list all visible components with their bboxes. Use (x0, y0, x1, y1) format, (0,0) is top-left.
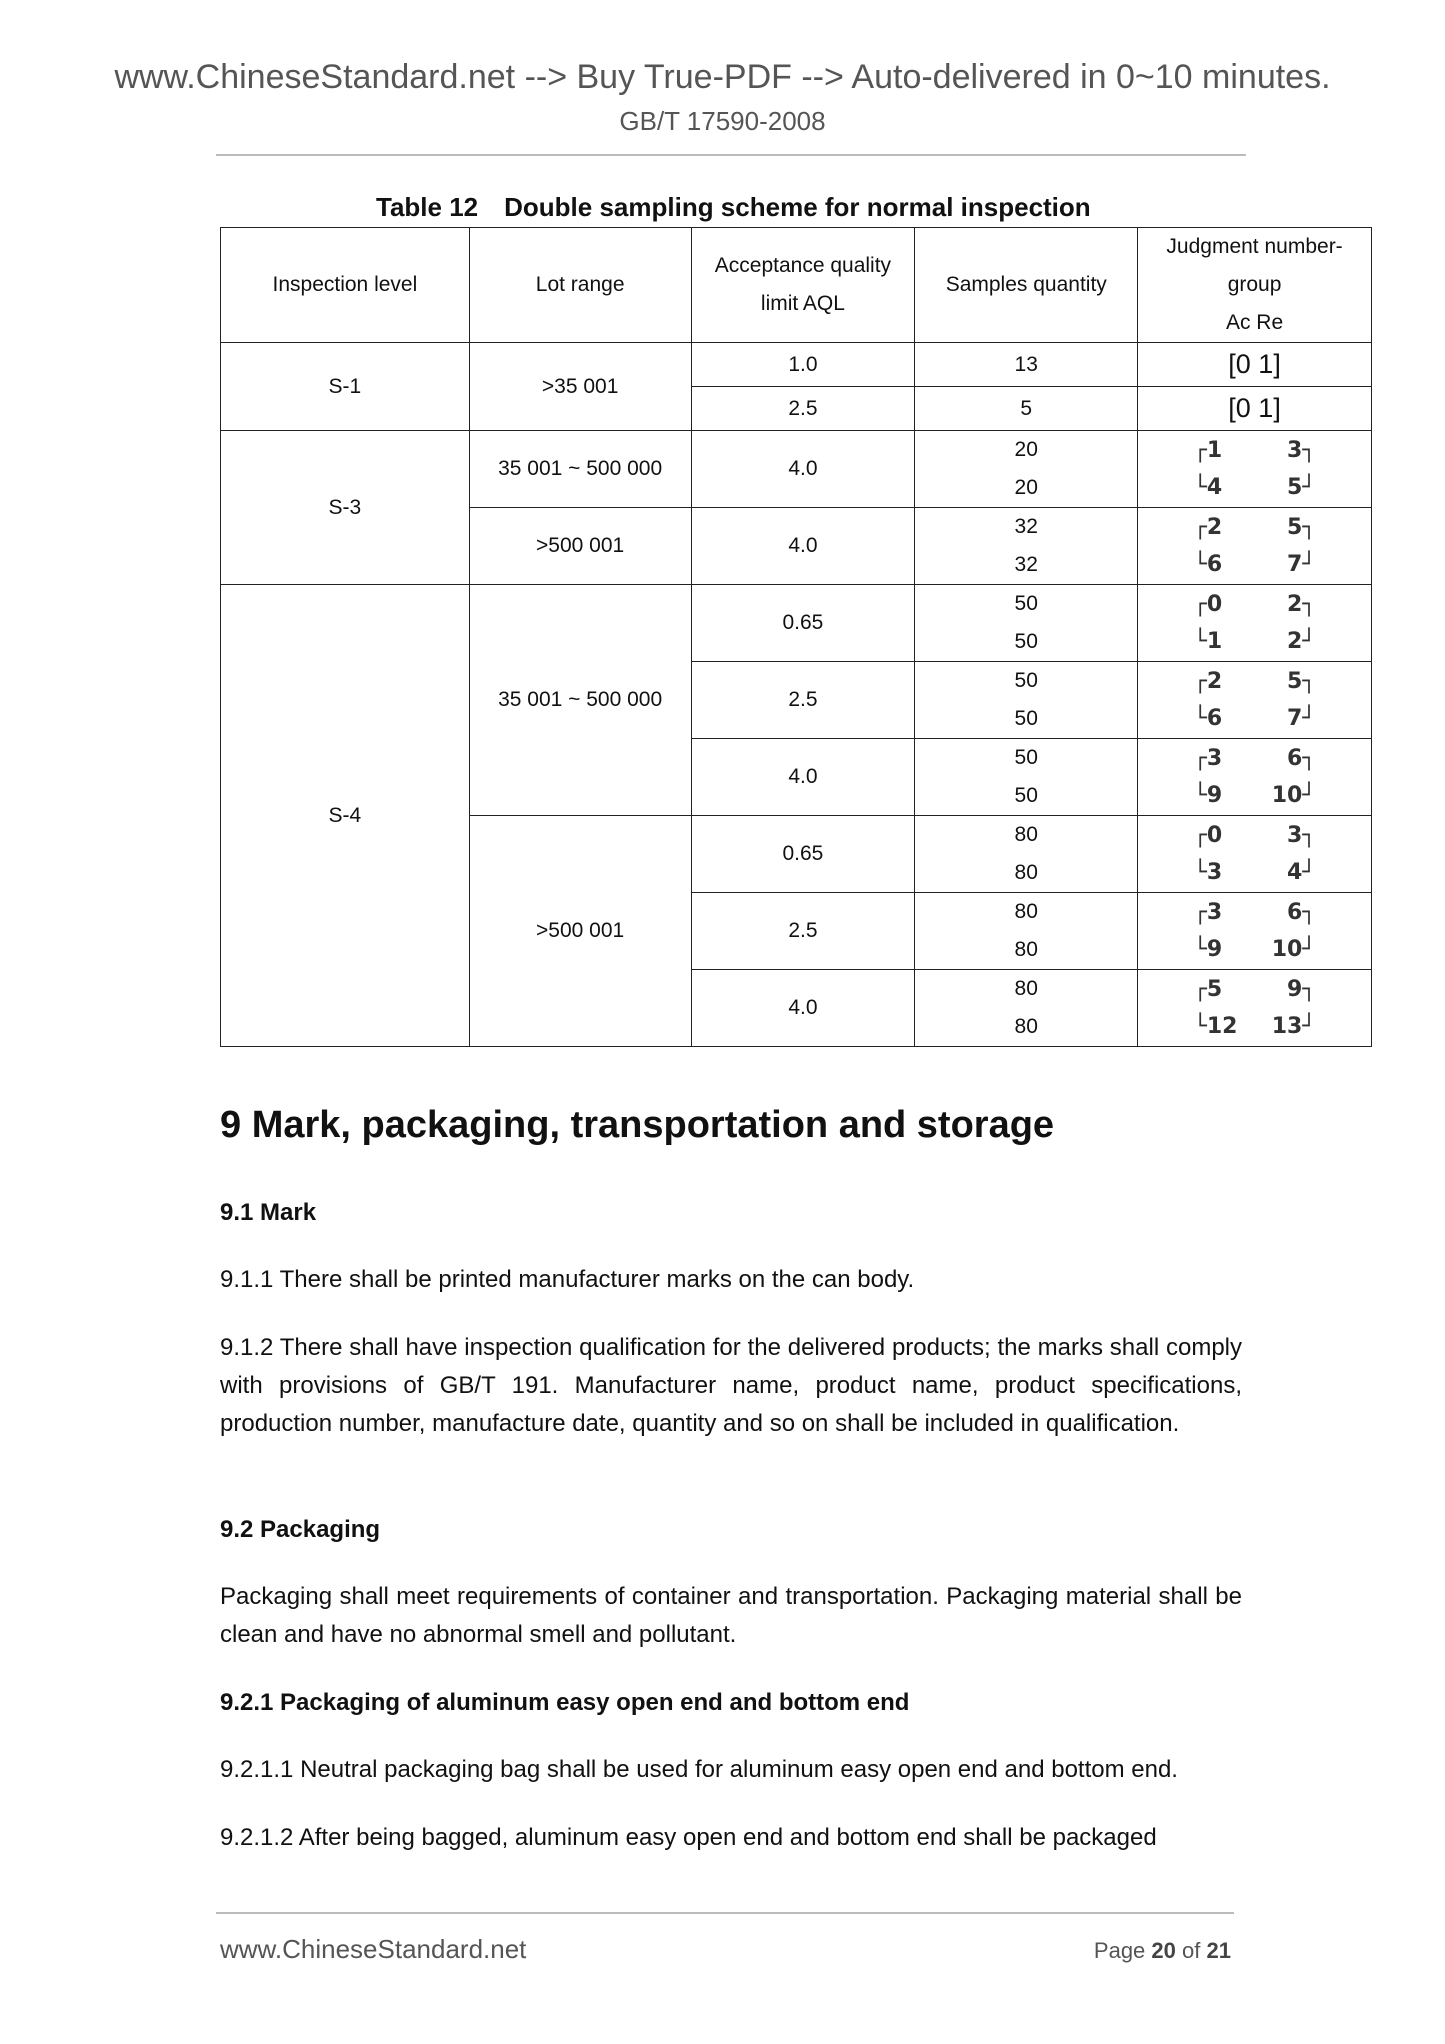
table-header-row (221, 228, 1372, 343)
judgment-cell: ┌0 3┐ └3 4┘ (1138, 816, 1372, 893)
header-divider (216, 154, 1246, 156)
col-aql: Acceptance quality limit AQL (691, 228, 915, 343)
judgment-cell: [0 1] (1138, 343, 1372, 387)
samples-cell: 50 50 (915, 739, 1138, 816)
paragraph-9-1-2: 9.1.2 There shall have inspection qualification for the delivered products; the marks shall comply with provisions of GB/T 191. Manufacturer name, product name, product specifications, production number, manufacture date, quantity and so on shall be included in qualification. (220, 1334, 1242, 1437)
level-cell: S-4 (221, 585, 470, 1047)
paragraph-9-2: Packaging shall meet requirements of container and transportation. Packaging material shall be clean and have no abnormal smell and pollutant. (220, 1583, 1242, 1648)
page-number: Page 20 of 21 (1093, 1938, 1231, 1963)
paragraph-9-1-1: 9.1.1 There shall be printed manufacturer marks on the can body. (220, 1266, 915, 1293)
samples-cell: 20 20 (915, 431, 1138, 508)
paragraph-9-2-1-2: 9.2.1.2 After being bagged, aluminum easy open end and bottom end shall be packaged (220, 1824, 1157, 1851)
judgment-cell: [0 1] (1138, 387, 1372, 431)
lot-cell: >500 001 (469, 816, 691, 1047)
aql-cell: 4.0 (691, 508, 915, 585)
judgment-cell: ┌5 9┐ └12 13┘ (1138, 970, 1372, 1047)
aql-cell: 1.0 (691, 343, 915, 387)
aql-cell: 2.5 (691, 387, 915, 431)
standard-number: GB/T 17590-2008 (619, 106, 826, 136)
aql-cell: 0.65 (691, 585, 915, 662)
judgment-cell: ┌2 5┐ └6 7┘ (1138, 508, 1372, 585)
footer-divider (216, 1912, 1234, 1914)
subsection-heading-9-2-1: 9.2.1 Packaging of aluminum easy open end and bottom end (220, 1689, 910, 1716)
subsection-heading-packaging: 9.2 Packaging (220, 1516, 381, 1543)
table-caption-title: Double sampling scheme for normal inspection (504, 192, 1091, 222)
table-row (221, 585, 1372, 662)
lot-cell: >35 001 (469, 343, 691, 431)
lot-cell: 35 001 ~ 500 000 (469, 585, 691, 816)
aql-cell: 4.0 (691, 739, 915, 816)
aql-cell: 4.0 (691, 970, 915, 1047)
samples-cell: 80 80 (915, 816, 1138, 893)
col-judgment: Judgment number- group Ac Re (1138, 228, 1372, 343)
judgment-cell: ┌3 6┐ └9 10┘ (1138, 893, 1372, 970)
aql-cell: 0.65 (691, 816, 915, 893)
footer-site: www.ChineseStandard.net (220, 1934, 527, 1964)
section-heading: 9 Mark, packaging, transportation and storage (220, 1104, 1055, 1146)
table-row (221, 343, 1372, 387)
samples-cell: 13 (915, 343, 1138, 387)
header-banner: www.ChineseStandard.net --> Buy True-PDF --> Auto-delivered in 0~10 minutes. (114, 58, 1331, 96)
judgment-cell: ┌1 3┐ └4 5┘ (1138, 431, 1372, 508)
judgment-cell: ┌0 2┐ └1 2┘ (1138, 585, 1372, 662)
col-lot-range: Lot range (469, 228, 691, 343)
samples-cell: 5 (915, 387, 1138, 431)
table-row (221, 431, 1372, 508)
subsection-heading-mark: 9.1 Mark (220, 1199, 317, 1226)
level-cell: S-1 (221, 343, 470, 431)
samples-cell: 80 80 (915, 893, 1138, 970)
lot-cell: 35 001 ~ 500 000 (469, 431, 691, 508)
samples-cell: 32 32 (915, 508, 1138, 585)
level-cell: S-3 (221, 431, 470, 585)
judgment-cell: ┌2 5┐ └6 7┘ (1138, 662, 1372, 739)
samples-cell: 80 80 (915, 970, 1138, 1047)
aql-cell: 2.5 (691, 662, 915, 739)
lot-cell: >500 001 (469, 508, 691, 585)
col-samples: Samples quantity (915, 228, 1138, 343)
table-caption (376, 192, 1091, 223)
table-caption-number: Table 12 (376, 192, 479, 222)
samples-cell: 50 50 (915, 662, 1138, 739)
aql-cell: 2.5 (691, 893, 915, 970)
judgment-cell: ┌3 6┐ └9 10┘ (1138, 739, 1372, 816)
paragraph-9-2-1-1: 9.2.1.1 Neutral packaging bag shall be used for aluminum easy open end and bottom end. (220, 1756, 1178, 1783)
col-inspection-level: Inspection level (221, 228, 470, 343)
sampling-table (220, 227, 1372, 1047)
aql-cell: 4.0 (691, 431, 915, 508)
samples-cell: 50 50 (915, 585, 1138, 662)
